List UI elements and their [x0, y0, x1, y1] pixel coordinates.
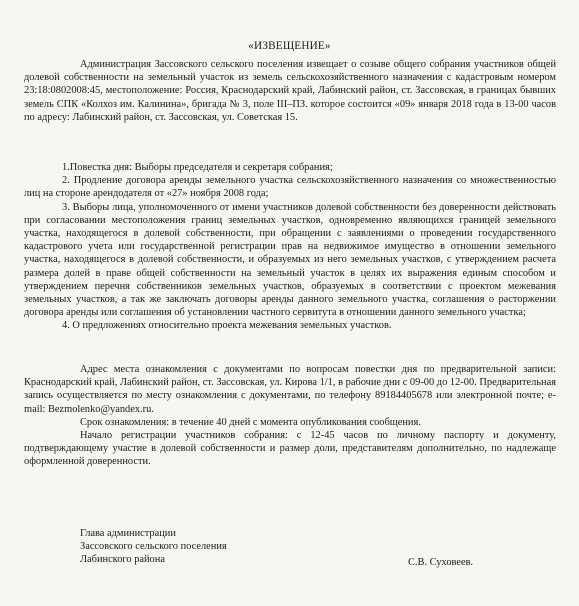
signatory-position-line-2: Зассовского сельского поселения	[80, 541, 227, 553]
documents-text: Адрес места ознакомления с документами по вопросам повестки дня по предварительной записи: Краснодарский край, Лабинский район, ст. Зассовская, ул. Кирова 1/1, в рабочие дни с 09-00 до 12-00. Предварительная запись осуществляется по месту ознакомления с документами, по телефону 89184405678 или электронной почте; e-mail: Bezmolenko@yandex.ru.	[24, 364, 556, 415]
documents-paragraph	[24, 363, 556, 469]
notice-title: «ИЗВЕЩЕНИЕ»	[248, 40, 331, 52]
signatory-position	[80, 527, 227, 567]
signatory-position-line-3: Лабинского района	[80, 554, 165, 566]
agenda-item-4: 4. О предложениях относительно проекта межевания земельных участков.	[62, 320, 392, 332]
notice-intro-paragraph: Администрация Зассовского сельского поселения извещает о созыве общего собрания участников общей долевой собственности на земельный участок из земель сельскохозяйственного назначения с кадастровым номером 23:18:0802008:45, местоположение: Россия, Краснодарский край, Лабинский район, ст. Зассовская, в границах бывших земель СПК «Колхоз им. Калинина», бригада № 3, поле III–ПЗ. которое состоится «09» января 2018 года в 13-00 часов по адресу: Лабинский район, ст. Зассовская, ул. Советская 15.	[24, 59, 556, 123]
agenda-item-3: 3. Выборы лица, уполномоченного от имени участников долевой собственности без доверенности действовать при согласовании местоположения границ земельных участков, одновременно являющихся границей земельного участка, находящегося в долевой собственности, при обращении с заявлениями о проведении государственного кадастрового учета или государственной регистрации прав на недвижимое имущество в отношении земельного участка, находящегося в долевой собственности, и образуемых из него земельных участков, с утверждением расчета размера долей в праве общей собственности на земельный участок в целях их выражения единым способом и утверждением перечня собственников земельных участков, образуемых в соответствии с проектом межевания земельных участков, а так же заключать договоры аренды данного земельного участка, соглашения о расторжении договора аренды или соглашения об установлении частного сервитута в отношении данного земельного участка;	[24, 201, 556, 319]
agenda-item-1: 1.Повестка дня: Выборы председателя и секретаря собрания;	[62, 162, 333, 173]
agenda-item-2: 2. Продление договора аренды земельного участка сельскохозяйственного назначения со множественностью лиц на стороне арендодателя от «27» ноября 2008 года;	[24, 175, 556, 200]
review-period-text: Срок ознакомления: в течение 40 дней с момента опубликования сообщения.	[80, 416, 421, 428]
registration-text: Начало регистрации участников собрания: с 12-45 часов по личному паспорту и документу, подтверждающему участие в долевой собственности и размер доли, представителям дополнительно, по надлежаще оформленной доверенности.	[24, 430, 556, 468]
signatory-name: С.В. Суховеев.	[408, 557, 474, 568]
agenda-block	[24, 161, 556, 333]
signatory-position-line-1: Глава администрации	[80, 528, 176, 539]
